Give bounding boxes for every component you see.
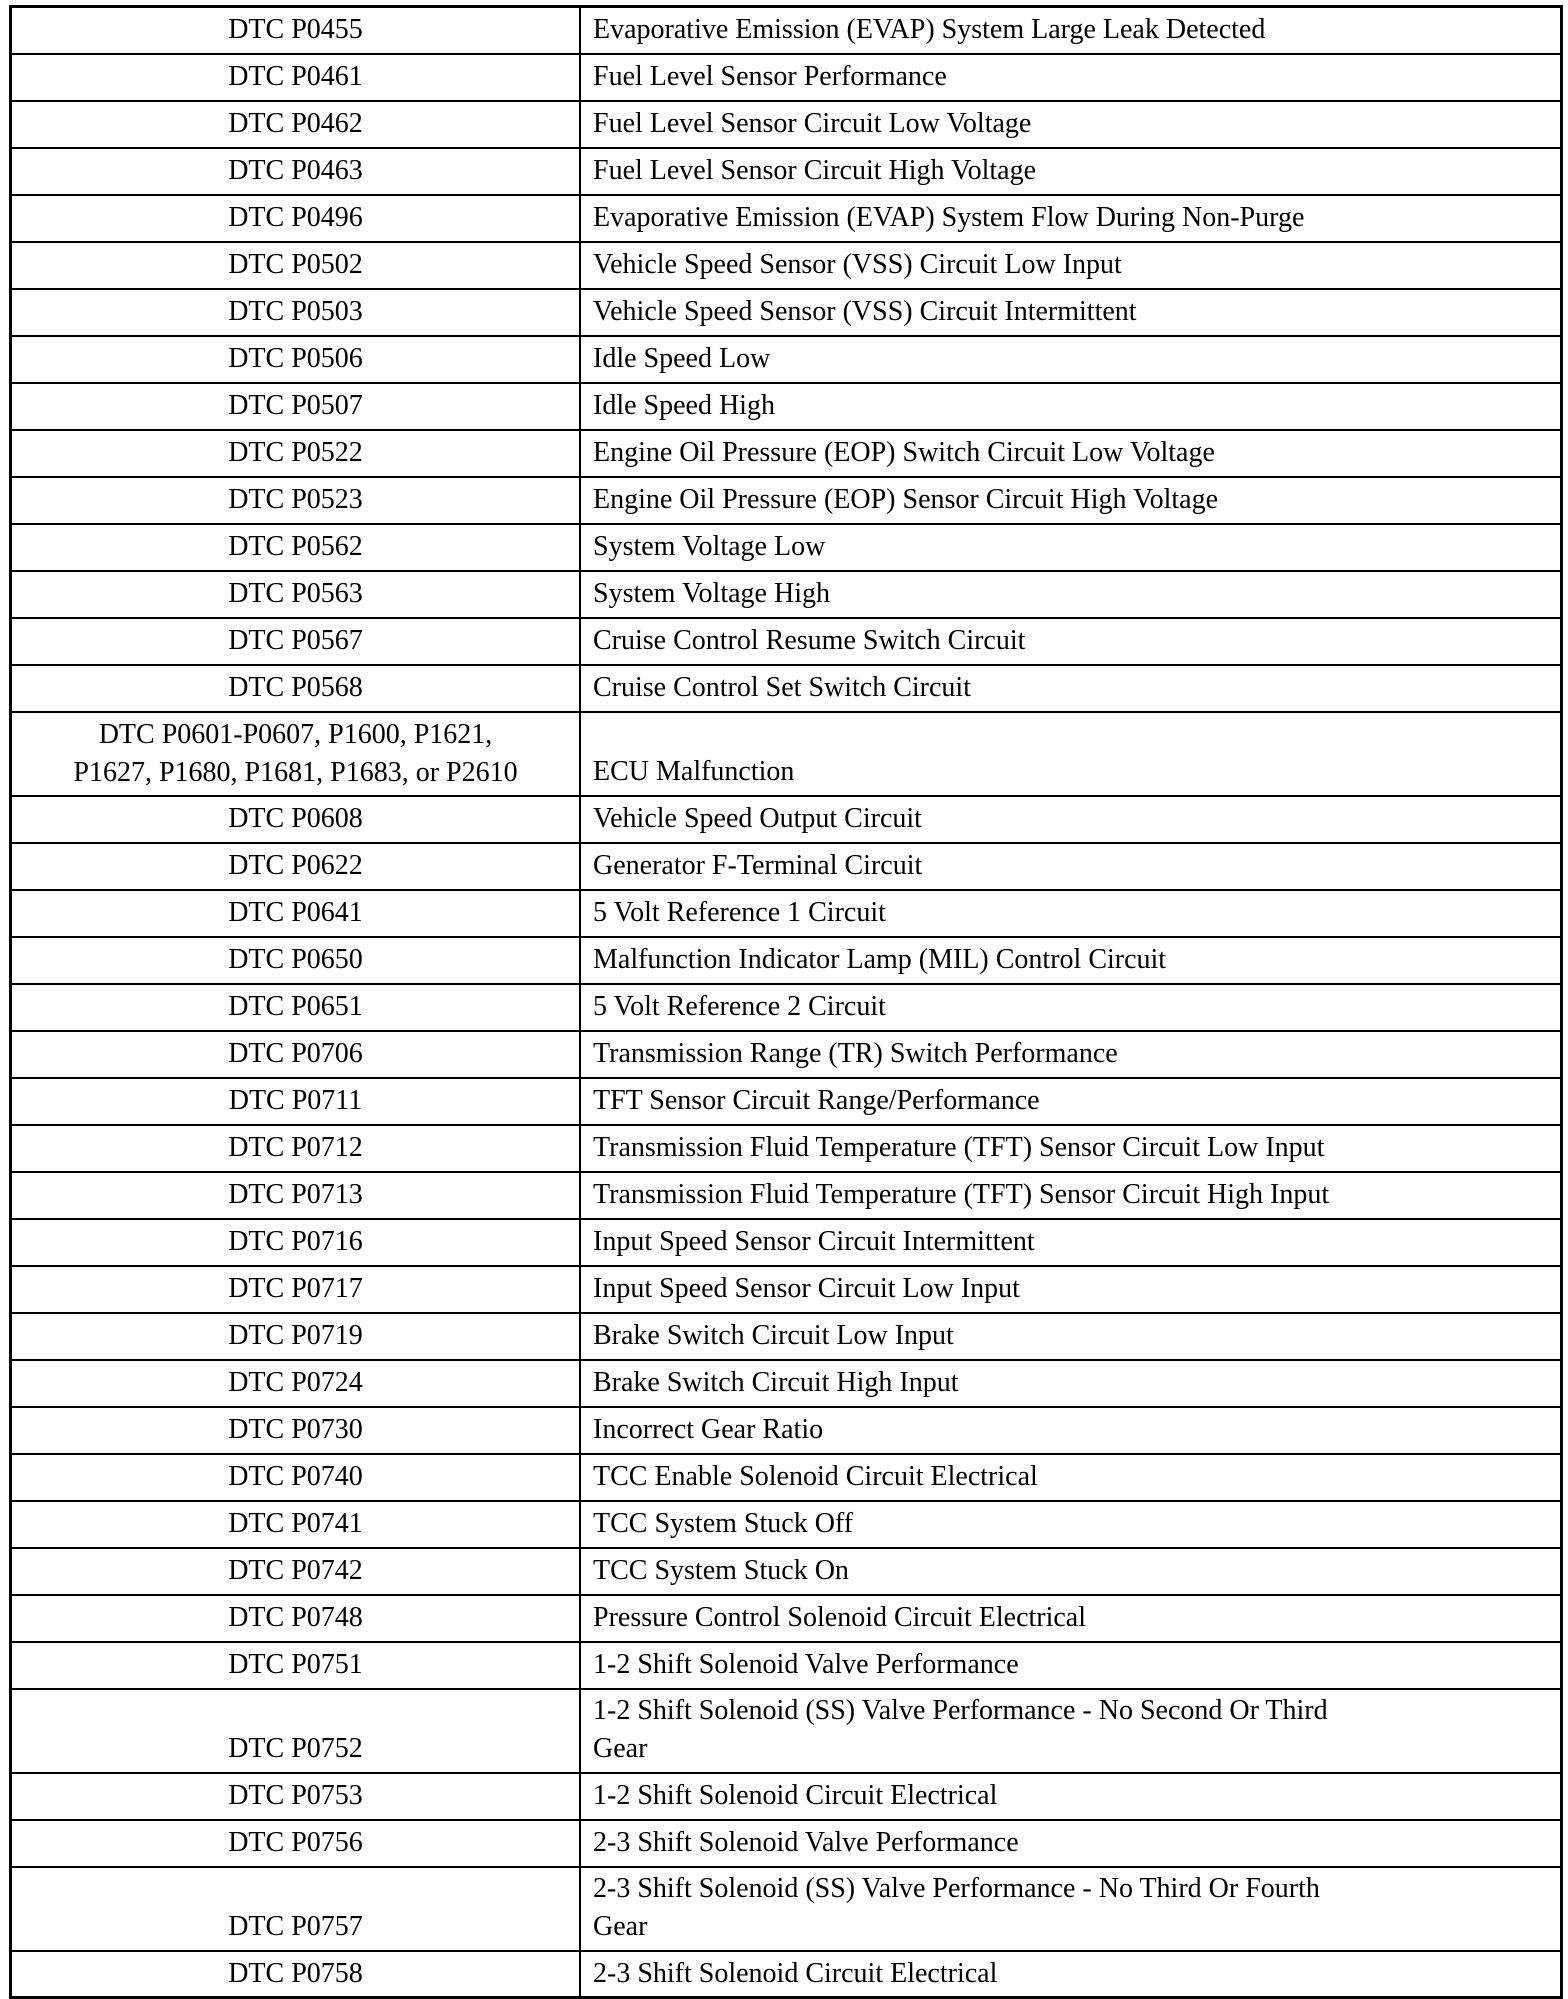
dtc-code-cell: [11, 712, 581, 796]
dtc-description-cell: Transmission Fluid Temperature (TFT) Sensor Circuit High Input: [580, 1172, 1562, 1219]
dtc-code-cell: DTC P0748: [11, 1595, 581, 1642]
dtc-code-cell: DTC P0719: [11, 1313, 581, 1360]
dtc-description-cell: [580, 1867, 1562, 1951]
dtc-description-cell: 5 Volt Reference 1 Circuit: [580, 890, 1562, 937]
table-row: [11, 937, 1562, 984]
dtc-description-cell: Pressure Control Solenoid Circuit Electrical: [580, 1595, 1562, 1642]
table-row: [11, 1642, 1562, 1689]
dtc-code-cell: DTC P0455: [11, 7, 581, 54]
dtc-description-line: Gear: [593, 1910, 648, 1942]
table-row: [11, 796, 1562, 843]
table-row: [11, 54, 1562, 101]
dtc-description-cell: Vehicle Speed Sensor (VSS) Circuit Low Input: [580, 242, 1562, 289]
dtc-description-cell: TCC System Stuck Off: [580, 1501, 1562, 1548]
dtc-description-cell: Generator F-Terminal Circuit: [580, 843, 1562, 890]
dtc-description-cell: Vehicle Speed Output Circuit: [580, 796, 1562, 843]
dtc-description-cell: Malfunction Indicator Lamp (MIL) Control Circuit: [580, 937, 1562, 984]
dtc-code-line: P1627, P1680, P1681, P1683, or P2610: [73, 756, 518, 788]
table-row: [11, 1454, 1562, 1501]
dtc-code-cell: DTC P0712: [11, 1125, 581, 1172]
dtc-code-cell: DTC P0756: [11, 1820, 581, 1867]
dtc-description-cell: [580, 1689, 1562, 1773]
table-row: [11, 7, 1562, 54]
dtc-code-cell: DTC P0724: [11, 1360, 581, 1407]
table-row: [11, 571, 1562, 618]
table-row: [11, 1266, 1562, 1313]
table-row: [11, 148, 1562, 195]
table-row: [11, 1031, 1562, 1078]
dtc-code-cell: DTC P0622: [11, 843, 581, 890]
dtc-code-cell: DTC P0713: [11, 1172, 581, 1219]
table-row: [11, 1951, 1562, 1998]
dtc-description-cell: Brake Switch Circuit High Input: [580, 1360, 1562, 1407]
dtc-code-cell: DTC P0461: [11, 54, 581, 101]
dtc-code-cell: DTC P0502: [11, 242, 581, 289]
table-row: [11, 1125, 1562, 1172]
dtc-code-cell: DTC P0711: [11, 1078, 581, 1125]
dtc-description-cell: Fuel Level Sensor Circuit High Voltage: [580, 148, 1562, 195]
table-row: [11, 195, 1562, 242]
dtc-code-cell: DTC P0651: [11, 984, 581, 1031]
table-row: [11, 524, 1562, 571]
table-row: [11, 336, 1562, 383]
dtc-description-cell: Transmission Fluid Temperature (TFT) Sensor Circuit Low Input: [580, 1125, 1562, 1172]
dtc-description-cell: Incorrect Gear Ratio: [580, 1407, 1562, 1454]
table-row: [11, 430, 1562, 477]
dtc-description-cell: 1-2 Shift Solenoid Valve Performance: [580, 1642, 1562, 1689]
table-row: [11, 1501, 1562, 1548]
table-row: [11, 1219, 1562, 1266]
dtc-description-cell: 5 Volt Reference 2 Circuit: [580, 984, 1562, 1031]
table-row: [11, 1773, 1562, 1820]
dtc-code-cell: DTC P0742: [11, 1548, 581, 1595]
table-row: [11, 289, 1562, 336]
dtc-description-cell: ECU Malfunction: [580, 712, 1562, 796]
dtc-code-cell: DTC P0463: [11, 148, 581, 195]
table-row: [11, 242, 1562, 289]
dtc-code-cell: DTC P0507: [11, 383, 581, 430]
dtc-description-cell: Engine Oil Pressure (EOP) Switch Circuit Low Voltage: [580, 430, 1562, 477]
table-row: [11, 1407, 1562, 1454]
table-row: [11, 1689, 1562, 1773]
dtc-code-cell: DTC P0706: [11, 1031, 581, 1078]
dtc-table-body: [11, 7, 1562, 1998]
table-row: [11, 665, 1562, 712]
dtc-description-cell: TCC System Stuck On: [580, 1548, 1562, 1595]
dtc-code-cell: DTC P0496: [11, 195, 581, 242]
dtc-code-cell: DTC P0523: [11, 477, 581, 524]
dtc-description-cell: Idle Speed Low: [580, 336, 1562, 383]
dtc-description-cell: Evaporative Emission (EVAP) System Large Leak Detected: [580, 7, 1562, 54]
dtc-description-cell: 2-3 Shift Solenoid Valve Performance: [580, 1820, 1562, 1867]
dtc-description-line: 1-2 Shift Solenoid (SS) Valve Performance - No Second Or Third: [593, 1694, 1328, 1726]
table-row: [11, 890, 1562, 937]
table-row: [11, 1595, 1562, 1642]
table-row: [11, 1820, 1562, 1867]
dtc-description-cell: Idle Speed High: [580, 383, 1562, 430]
dtc-code-cell: DTC P0562: [11, 524, 581, 571]
dtc-code-cell: DTC P0752: [11, 1689, 581, 1773]
dtc-description-cell: TCC Enable Solenoid Circuit Electrical: [580, 1454, 1562, 1501]
dtc-description-cell: System Voltage High: [580, 571, 1562, 618]
table-row: [11, 383, 1562, 430]
dtc-description-cell: Fuel Level Sensor Circuit Low Voltage: [580, 101, 1562, 148]
dtc-description-cell: Transmission Range (TR) Switch Performance: [580, 1031, 1562, 1078]
dtc-description-cell: 2-3 Shift Solenoid Circuit Electrical: [580, 1951, 1562, 1998]
dtc-table: [9, 5, 1563, 1999]
dtc-code-cell: DTC P0753: [11, 1773, 581, 1820]
dtc-code-cell: DTC P0641: [11, 890, 581, 937]
dtc-description-cell: Cruise Control Set Switch Circuit: [580, 665, 1562, 712]
table-row: [11, 477, 1562, 524]
dtc-code-line: DTC P0601-P0607, P1600, P1621,: [98, 718, 493, 750]
dtc-code-cell: DTC P0462: [11, 101, 581, 148]
dtc-description-cell: Evaporative Emission (EVAP) System Flow During Non-Purge: [580, 195, 1562, 242]
dtc-code-cell: DTC P0522: [11, 430, 581, 477]
table-row: [11, 1313, 1562, 1360]
table-row: [11, 618, 1562, 665]
table-row: [11, 984, 1562, 1031]
dtc-description-cell: 1-2 Shift Solenoid Circuit Electrical: [580, 1773, 1562, 1820]
dtc-description-cell: Input Speed Sensor Circuit Intermittent: [580, 1219, 1562, 1266]
dtc-description-cell: Input Speed Sensor Circuit Low Input: [580, 1266, 1562, 1313]
table-row: [11, 1867, 1562, 1951]
table-row: [11, 1360, 1562, 1407]
dtc-code-cell: DTC P0503: [11, 289, 581, 336]
dtc-code-cell: DTC P0650: [11, 937, 581, 984]
dtc-description-cell: Vehicle Speed Sensor (VSS) Circuit Intermittent: [580, 289, 1562, 336]
dtc-code-cell: DTC P0751: [11, 1642, 581, 1689]
dtc-code-cell: DTC P0758: [11, 1951, 581, 1998]
table-row: [11, 712, 1562, 796]
table-row: [11, 1172, 1562, 1219]
dtc-code-cell: DTC P0568: [11, 665, 581, 712]
dtc-description-cell: System Voltage Low: [580, 524, 1562, 571]
dtc-code-cell: DTC P0730: [11, 1407, 581, 1454]
table-row: [11, 843, 1562, 890]
dtc-code-cell: DTC P0567: [11, 618, 581, 665]
table-row: [11, 1078, 1562, 1125]
dtc-description-cell: Cruise Control Resume Switch Circuit: [580, 618, 1562, 665]
table-row: [11, 1548, 1562, 1595]
dtc-description-line: Gear: [593, 1732, 648, 1764]
dtc-code-cell: DTC P0740: [11, 1454, 581, 1501]
dtc-code-cell: DTC P0563: [11, 571, 581, 618]
table-row: [11, 101, 1562, 148]
dtc-description-cell: TFT Sensor Circuit Range/Performance: [580, 1078, 1562, 1125]
dtc-description-line: 2-3 Shift Solenoid (SS) Valve Performance - No Third Or Fourth: [593, 1872, 1320, 1904]
dtc-description-cell: Fuel Level Sensor Performance: [580, 54, 1562, 101]
dtc-code-cell: DTC P0506: [11, 336, 581, 383]
dtc-code-cell: DTC P0717: [11, 1266, 581, 1313]
dtc-description-cell: Engine Oil Pressure (EOP) Sensor Circuit High Voltage: [580, 477, 1562, 524]
dtc-code-cell: DTC P0716: [11, 1219, 581, 1266]
dtc-description-cell: Brake Switch Circuit Low Input: [580, 1313, 1562, 1360]
dtc-code-cell: DTC P0741: [11, 1501, 581, 1548]
dtc-code-cell: DTC P0757: [11, 1867, 581, 1951]
dtc-code-cell: DTC P0608: [11, 796, 581, 843]
